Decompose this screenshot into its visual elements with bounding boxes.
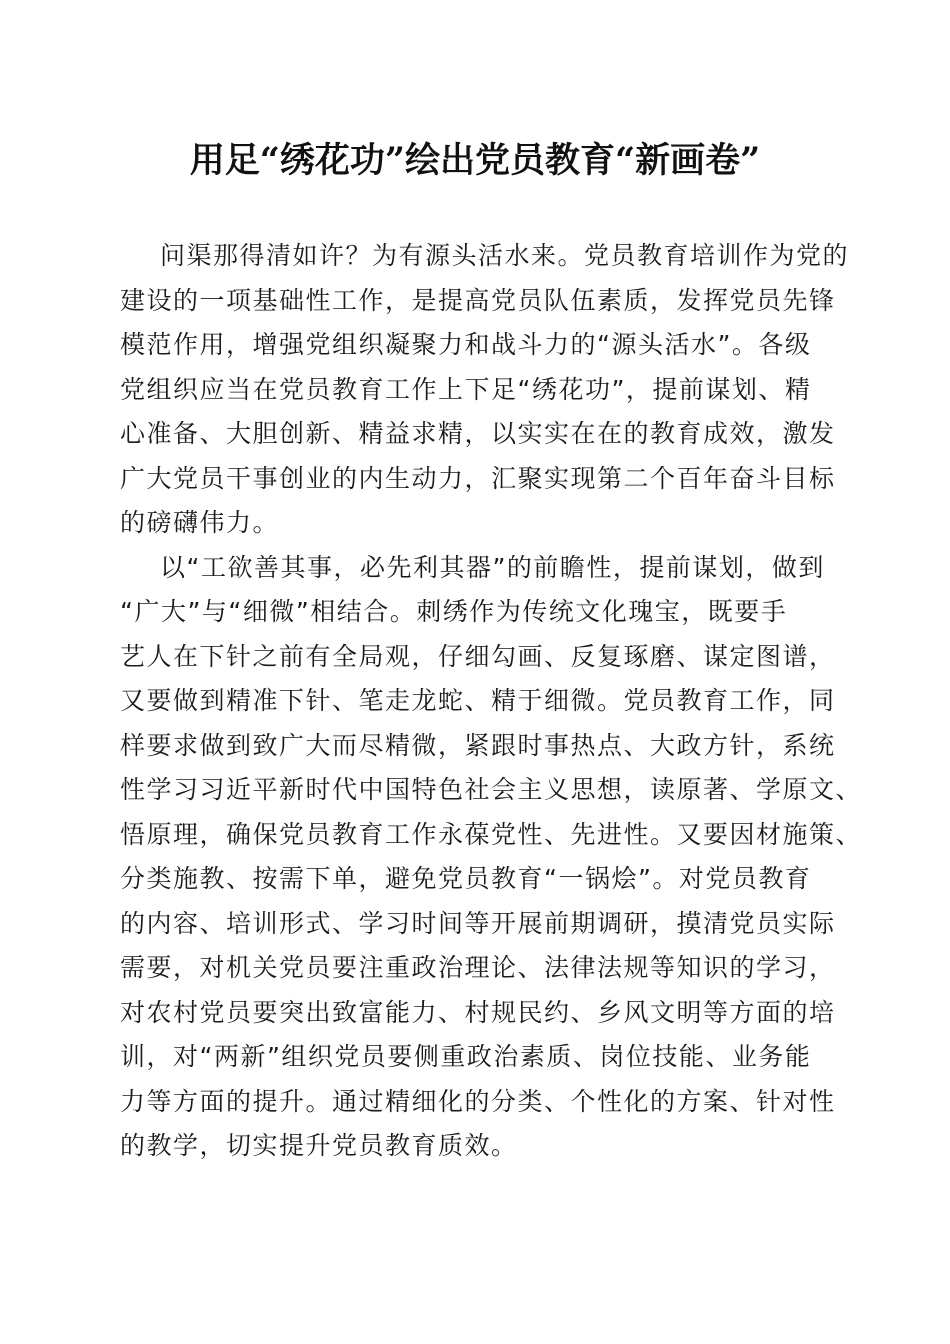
text-line: 悟原理，确保党员教育工作永葆党性、先进性。又要因材施策、 (120, 819, 863, 849)
text-line: 艺人在下针之前有全局观，仔细勾画、反复琢磨、谋定图谱， (120, 641, 836, 671)
text-line: 以“工欲善其事，必先利其器”的前瞻性，提前谋划，做到 (160, 552, 825, 582)
text-line: 建设的一项基础性工作，是提高党员队伍素质，发挥党员先锋 (120, 285, 836, 315)
paragraph-1 (120, 234, 850, 546)
document-title: 用足“绣花功”绘出党员教育“新画卷” (189, 140, 761, 181)
text-line: 模范作用，增强党组织凝聚力和战斗力的“源头活水”。各级 (120, 330, 812, 359)
paragraph-2 (120, 546, 863, 1169)
text-line: 广大党员干事创业的内生动力，汇聚实现第二个百年奋斗目标 (120, 463, 836, 493)
text-line: 的磅礴伟力。 (120, 508, 280, 537)
text-line: 力等方面的提升。通过精细化的分类、个性化的方案、针对性 (120, 1086, 836, 1116)
text-line: 样要求做到致广大而尽精微，紧跟时事热点、大政方针，系统 (120, 730, 836, 760)
text-line: 的内容、培训形式、学习时间等开展前期调研，摸清党员实际 (120, 908, 836, 938)
text-line: 需要，对机关党员要注重政治理论、法律法规等知识的学习， (120, 953, 836, 982)
text-line: 分类施教、按需下单，避免党员教育“一锅烩”。对党员教育 (120, 864, 812, 893)
text-line: 党组织应当在党员教育工作上下足“绣花功”，提前谋划、精 (120, 374, 812, 404)
document-body (120, 234, 863, 1169)
text-line: 性学习习近平新时代中国特色社会主义思想，读原著、学原文、 (120, 775, 863, 804)
text-line: “广大”与“细微”相结合。刺绣作为传统文化瑰宝，既要手 (120, 597, 788, 626)
text-line: 心准备、大胆创新、精益求精，以实实在在的教育成效，激发 (120, 419, 836, 448)
text-line: 对农村党员要突出致富能力、村规民约、乡风文明等方面的培 (120, 997, 836, 1027)
text-line: 训，对“两新”组织党员要侧重政治素质、岗位技能、业务能 (120, 1042, 812, 1071)
text-line: 的教学，切实提升党员教育质效。 (120, 1131, 518, 1160)
text-line: 又要做到精准下针、笔走龙蛇、精于细微。党员教育工作，同 (120, 686, 836, 715)
text-line: 问渠那得清如许？为有源头活水来。党员教育培训作为党的 (160, 241, 850, 270)
